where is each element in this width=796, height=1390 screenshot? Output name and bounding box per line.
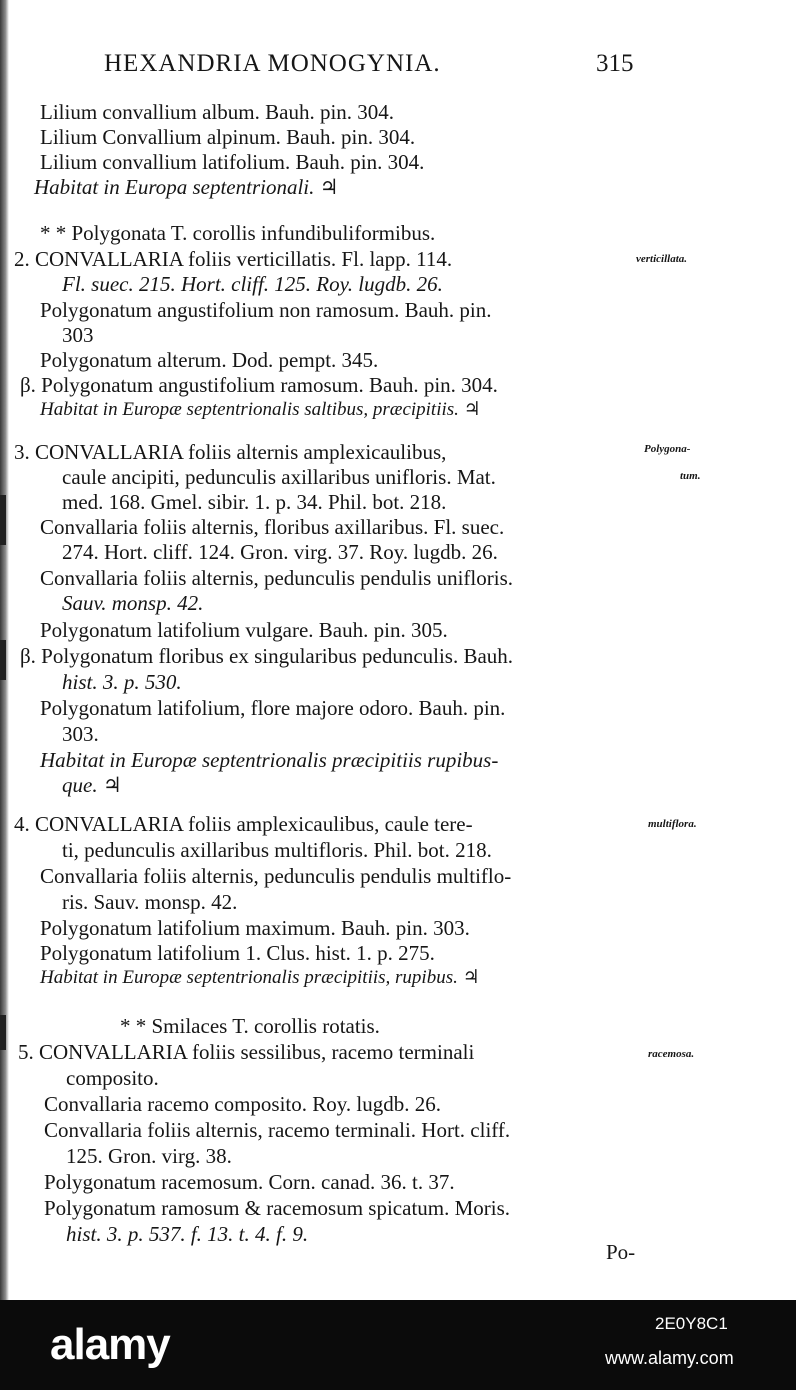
text-line: Convallaria foliis alternis, racemo terminali. Hort. cliff. <box>44 1118 511 1142</box>
text-line: Polygonatum latifolium maximum. Bauh. pin. 303. <box>40 916 470 940</box>
habitat-line: que. ♃ <box>62 773 122 797</box>
text-line: Lilium Convallium alpinum. Bauh. pin. 304. <box>40 125 416 149</box>
text-line: Convallaria foliis alternis, floribus axillaribus. Fl. suec. <box>40 515 505 539</box>
text-line: composito. <box>66 1066 159 1090</box>
margin-species-name: multiflora. <box>648 818 697 830</box>
margin-species-name: racemosa. <box>648 1048 695 1060</box>
margin-species-name: verticillata. <box>636 253 688 265</box>
habitat-line: Habitat in Europæ septentrionalis præcipitiis, rupibus. ♃ <box>40 967 480 988</box>
section-heading: * * Smilaces T. corollis rotatis. <box>120 1014 380 1038</box>
text-line: ris. Sauv. monsp. 42. <box>62 890 238 914</box>
text-line: β. Polygonatum angustifolium ramosum. Bauh. pin. 304. <box>20 373 498 397</box>
text-line: Polygonatum angustifolium non ramosum. Bauh. pin. <box>40 298 492 322</box>
text-line: med. 168. Gmel. sibir. 1. p. 34. Phil. bot. 218. <box>62 490 447 514</box>
watermark-banner <box>0 1300 796 1390</box>
text-line: Fl. suec. 215. Hort. cliff. 125. Roy. lugdb. 26. <box>62 272 443 296</box>
habitat-line: Habitat in Europæ septentrionalis præcipitiis rupibus- <box>40 748 499 772</box>
text-line: 303. <box>62 722 99 746</box>
text-line: Sauv. monsp. 42. <box>62 591 204 615</box>
text-line: 274. Hort. cliff. 124. Gron. virg. 37. Roy. lugdb. 26. <box>62 540 498 564</box>
watermark-image-id: 2E0Y8C1 <box>655 1314 728 1333</box>
species-entry-heading: 2. CONVALLARIA foliis verticillatis. Fl. lapp. 114. <box>14 247 453 271</box>
habitat-line: Habitat in Europa septentrionali. ♃ <box>34 175 339 199</box>
text-line: Polygonatum racemosum. Corn. canad. 36. t. 37. <box>44 1170 455 1194</box>
running-head: HEXANDRIA MONOGYNIA. <box>104 50 441 77</box>
catchword: Po- <box>606 1240 636 1264</box>
text-line: Polygonatum latifolium vulgare. Bauh. pin. 305. <box>40 618 448 642</box>
text-line: Convallaria foliis alternis, pedunculis pendulis unifloris. <box>40 566 514 590</box>
section-heading: * * Polygonata T. corollis infundibuliformibus. <box>40 221 436 245</box>
species-entry-heading: 5. CONVALLARIA foliis sessilibus, racemo terminali <box>18 1040 475 1064</box>
page-edge-mark <box>0 495 6 545</box>
watermark-logo: alamy <box>50 1320 170 1369</box>
text-line: hist. 3. p. 537. f. 13. t. 4. f. 9. <box>66 1222 309 1246</box>
text-line: Polygonatum latifolium, flore majore odoro. Bauh. pin. <box>40 696 506 720</box>
species-entry-heading: 4. CONVALLARIA foliis amplexicaulibus, caule tere- <box>14 812 473 836</box>
text-line: Convallaria racemo composito. Roy. lugdb. 26. <box>44 1092 441 1116</box>
species-entry-heading: 3. CONVALLARIA foliis alternis amplexicaulibus, <box>14 440 447 464</box>
text-line: hist. 3. p. 530. <box>62 670 182 694</box>
text-line: Convallaria foliis alternis, pedunculis pendulis multiflo- <box>40 864 512 888</box>
text-line: Lilium convallium latifolium. Bauh. pin. 304. <box>40 150 425 174</box>
page-edge-mark <box>0 640 6 680</box>
page-edge-mark <box>0 1015 6 1050</box>
page-number: 315 <box>596 50 634 77</box>
text-line: Polygonatum ramosum & racemosum spicatum. Moris. <box>44 1196 511 1220</box>
text-line: caule ancipiti, pedunculis axillaribus unifloris. Mat. <box>62 465 496 489</box>
text-line: 303 <box>62 323 94 347</box>
text-line: β. Polygonatum floribus ex singularibus pedunculis. Bauh. <box>20 644 514 668</box>
text-line: 125. Gron. virg. 38. <box>66 1144 232 1168</box>
habitat-line: Habitat in Europæ septentrionalis saltibus, præcipitiis. ♃ <box>40 399 481 420</box>
watermark-url: www.alamy.com <box>605 1348 734 1368</box>
margin-species-name: Polygona- <box>644 443 691 455</box>
text-line: ti, pedunculis axillaribus multifloris. Phil. bot. 218. <box>62 838 492 862</box>
page-header <box>0 50 796 84</box>
text-line: Polygonatum alterum. Dod. pempt. 345. <box>40 348 379 372</box>
margin-species-name: tum. <box>680 470 701 482</box>
text-line: Polygonatum latifolium 1. Clus. hist. 1. p. 275. <box>40 941 435 965</box>
text-line: Lilium convallium album. Bauh. pin. 304. <box>40 100 395 124</box>
